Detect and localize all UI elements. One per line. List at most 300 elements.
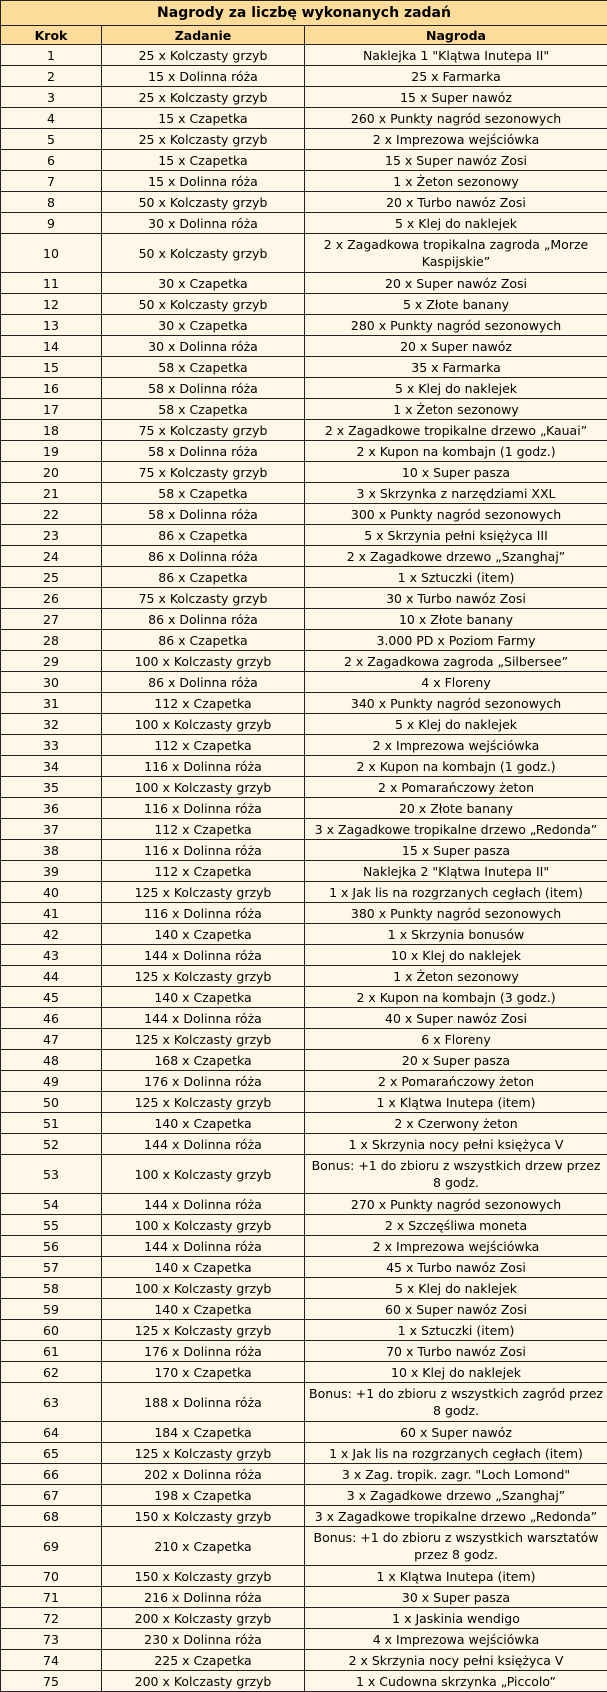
table-row <box>1 192 607 213</box>
table-title: Nagrody za liczbę wykonanych zadań <box>1 1 607 26</box>
task-cell: 200 x Kolczasty grzyb <box>102 1671 305 1692</box>
step-cell: 41 <box>1 903 102 924</box>
reward-cell: 45 x Turbo nawóz Zosi <box>305 1257 607 1278</box>
step-cell: 25 <box>1 567 102 588</box>
step-cell: 51 <box>1 1113 102 1134</box>
table-row <box>1 756 607 777</box>
reward-cell: 15 x Super pasza <box>305 840 607 861</box>
reward-cell: 20 x Super nawóz <box>305 336 607 357</box>
task-cell: 116 x Dolinna róża <box>102 903 305 924</box>
step-cell: 43 <box>1 945 102 966</box>
step-cell: 12 <box>1 294 102 315</box>
task-cell: 216 x Dolinna róża <box>102 1587 305 1608</box>
task-cell: 58 x Czapetka <box>102 357 305 378</box>
task-cell: 125 x Kolczasty grzyb <box>102 882 305 903</box>
reward-cell: 5 x Złote banany <box>305 294 607 315</box>
task-cell: 58 x Dolinna róża <box>102 504 305 525</box>
step-cell: 54 <box>1 1194 102 1215</box>
table-row <box>1 525 607 546</box>
reward-cell: 20 x Super pasza <box>305 1050 607 1071</box>
table-row <box>1 87 607 108</box>
task-cell: 25 x Kolczasty grzyb <box>102 45 305 66</box>
reward-cell: 1 x Sztuczki (item) <box>305 1320 607 1341</box>
table-row <box>1 798 607 819</box>
reward-cell: 2 x Kupon na kombajn (3 godz.) <box>305 987 607 1008</box>
step-cell: 30 <box>1 672 102 693</box>
table-row <box>1 777 607 798</box>
table-row <box>1 357 607 378</box>
header-nagroda: Nagroda <box>305 26 607 45</box>
task-cell: 50 x Kolczasty grzyb <box>102 234 305 273</box>
table-row <box>1 1071 607 1092</box>
table-row <box>1 861 607 882</box>
table-row <box>1 1134 607 1155</box>
table-row <box>1 1029 607 1050</box>
table-row <box>1 1320 607 1341</box>
task-cell: 100 x Kolczasty grzyb <box>102 777 305 798</box>
table-row <box>1 1608 607 1629</box>
reward-cell: 5 x Klej do naklejek <box>305 378 607 399</box>
table-row <box>1 129 607 150</box>
table-row <box>1 462 607 483</box>
task-cell: 112 x Czapetka <box>102 861 305 882</box>
step-cell: 6 <box>1 150 102 171</box>
table-row <box>1 672 607 693</box>
task-cell: 25 x Kolczasty grzyb <box>102 129 305 150</box>
reward-cell: 35 x Farmarka <box>305 357 607 378</box>
step-cell: 21 <box>1 483 102 504</box>
reward-cell: 30 x Turbo nawóz Zosi <box>305 588 607 609</box>
step-cell: 23 <box>1 525 102 546</box>
table-row <box>1 1050 607 1071</box>
step-cell: 29 <box>1 651 102 672</box>
reward-cell: Naklejka 1 "Klątwa Inutepa II" <box>305 45 607 66</box>
task-cell: 140 x Czapetka <box>102 1257 305 1278</box>
step-cell: 58 <box>1 1278 102 1299</box>
task-cell: 125 x Kolczasty grzyb <box>102 1029 305 1050</box>
step-cell: 62 <box>1 1362 102 1383</box>
reward-cell: 1 x Klątwa Inutepa (item) <box>305 1566 607 1587</box>
task-cell: 15 x Czapetka <box>102 150 305 171</box>
step-cell: 32 <box>1 714 102 735</box>
task-cell: 30 x Dolinna róża <box>102 213 305 234</box>
task-cell: 116 x Dolinna róża <box>102 840 305 861</box>
task-cell: 230 x Dolinna róża <box>102 1629 305 1650</box>
step-cell: 55 <box>1 1215 102 1236</box>
table-row <box>1 1485 607 1506</box>
table-body <box>1 45 607 1692</box>
reward-cell: 3 x Zagadkowe tropikalne drzewo „Redonda” <box>305 1506 607 1527</box>
task-cell: 86 x Czapetka <box>102 525 305 546</box>
table-row <box>1 336 607 357</box>
reward-cell: 1 x Żeton sezonowy <box>305 399 607 420</box>
step-cell: 36 <box>1 798 102 819</box>
table-row <box>1 1008 607 1029</box>
step-cell: 60 <box>1 1320 102 1341</box>
reward-cell: 30 x Super pasza <box>305 1587 607 1608</box>
table-row <box>1 234 607 273</box>
reward-cell: 1 x Skrzynia nocy pełni księżyca V <box>305 1134 607 1155</box>
reward-cell: 2 x Szczęśliwa moneta <box>305 1215 607 1236</box>
table-row <box>1 273 607 294</box>
reward-cell: 1 x Żeton sezonowy <box>305 171 607 192</box>
step-cell: 28 <box>1 630 102 651</box>
table-row <box>1 315 607 336</box>
table-row <box>1 1194 607 1215</box>
step-cell: 10 <box>1 234 102 273</box>
step-cell: 13 <box>1 315 102 336</box>
step-cell: 56 <box>1 1236 102 1257</box>
step-cell: 53 <box>1 1155 102 1194</box>
table-row <box>1 966 607 987</box>
step-cell: 24 <box>1 546 102 567</box>
step-cell: 37 <box>1 819 102 840</box>
table-row <box>1 903 607 924</box>
table-row <box>1 546 607 567</box>
reward-cell: 3 x Zagadkowe tropikalne drzewo „Redonda” <box>305 819 607 840</box>
table-row <box>1 1341 607 1362</box>
task-cell: 125 x Kolczasty grzyb <box>102 1443 305 1464</box>
task-cell: 100 x Kolczasty grzyb <box>102 714 305 735</box>
reward-cell: 3 x Skrzynka z narzędziami XXL <box>305 483 607 504</box>
step-cell: 67 <box>1 1485 102 1506</box>
table-row <box>1 1629 607 1650</box>
step-cell: 68 <box>1 1506 102 1527</box>
reward-cell: 15 x Super nawóz <box>305 87 607 108</box>
reward-cell: 280 x Punkty nagród sezonowych <box>305 315 607 336</box>
reward-cell: 2 x Czerwony żeton <box>305 1113 607 1134</box>
table-row <box>1 504 607 525</box>
task-cell: 168 x Czapetka <box>102 1050 305 1071</box>
step-cell: 39 <box>1 861 102 882</box>
step-cell: 69 <box>1 1527 102 1566</box>
task-cell: 140 x Czapetka <box>102 1299 305 1320</box>
step-cell: 14 <box>1 336 102 357</box>
step-cell: 15 <box>1 357 102 378</box>
reward-cell: 1 x Sztuczki (item) <box>305 567 607 588</box>
task-cell: 86 x Czapetka <box>102 567 305 588</box>
step-cell: 47 <box>1 1029 102 1050</box>
step-cell: 42 <box>1 924 102 945</box>
reward-cell: 10 x Super pasza <box>305 462 607 483</box>
step-cell: 26 <box>1 588 102 609</box>
reward-cell: 15 x Super nawóz Zosi <box>305 150 607 171</box>
reward-cell: 340 x Punkty nagród sezonowych <box>305 693 607 714</box>
step-cell: 64 <box>1 1422 102 1443</box>
step-cell: 35 <box>1 777 102 798</box>
task-cell: 210 x Czapetka <box>102 1527 305 1566</box>
step-cell: 18 <box>1 420 102 441</box>
step-cell: 48 <box>1 1050 102 1071</box>
task-cell: 50 x Kolczasty grzyb <box>102 294 305 315</box>
reward-cell: 10 x Klej do naklejek <box>305 1362 607 1383</box>
table-row <box>1 150 607 171</box>
table-row <box>1 1092 607 1113</box>
task-cell: 144 x Dolinna róża <box>102 945 305 966</box>
reward-cell: 20 x Super nawóz Zosi <box>305 273 607 294</box>
step-cell: 63 <box>1 1383 102 1422</box>
task-cell: 176 x Dolinna róża <box>102 1341 305 1362</box>
reward-cell: Bonus: +1 do zbioru z wszystkich zagród przez 8 godz. <box>305 1383 607 1422</box>
table-row <box>1 1527 607 1566</box>
reward-cell: 4 x Imprezowa wejściówka <box>305 1629 607 1650</box>
reward-cell: 2 x Imprezowa wejściówka <box>305 129 607 150</box>
table-row <box>1 1236 607 1257</box>
task-cell: 58 x Dolinna róża <box>102 441 305 462</box>
table-row <box>1 1443 607 1464</box>
table-row <box>1 1422 607 1443</box>
reward-cell: 2 x Zagadkowe drzewo „Szanghaj” <box>305 546 607 567</box>
task-cell: 184 x Czapetka <box>102 1422 305 1443</box>
task-cell: 144 x Dolinna róża <box>102 1236 305 1257</box>
table-row <box>1 1506 607 1527</box>
step-cell: 72 <box>1 1608 102 1629</box>
task-cell: 86 x Czapetka <box>102 630 305 651</box>
reward-cell: 40 x Super nawóz Zosi <box>305 1008 607 1029</box>
task-cell: 112 x Czapetka <box>102 819 305 840</box>
reward-cell: 20 x Złote banany <box>305 798 607 819</box>
task-cell: 86 x Dolinna róża <box>102 609 305 630</box>
reward-cell: 2 x Zagadkowa tropikalna zagroda „Morze Kaspijskie” <box>305 234 607 273</box>
task-cell: 86 x Dolinna róża <box>102 672 305 693</box>
table-row <box>1 213 607 234</box>
table-row <box>1 735 607 756</box>
task-cell: 188 x Dolinna róża <box>102 1383 305 1422</box>
table-row <box>1 1113 607 1134</box>
table-row <box>1 1155 607 1194</box>
step-cell: 33 <box>1 735 102 756</box>
table-row <box>1 987 607 1008</box>
table-row <box>1 609 607 630</box>
reward-cell: Bonus: +1 do zbioru z wszystkich warsztatów przez 8 godz. <box>305 1527 607 1566</box>
step-cell: 9 <box>1 213 102 234</box>
table-row <box>1 588 607 609</box>
reward-cell: 1 x Jaskinia wendigo <box>305 1608 607 1629</box>
table-row <box>1 108 607 129</box>
reward-cell: 2 x Kupon na kombajn (1 godz.) <box>305 756 607 777</box>
table-row <box>1 882 607 903</box>
step-cell: 50 <box>1 1092 102 1113</box>
table-row <box>1 714 607 735</box>
reward-cell: 2 x Imprezowa wejściówka <box>305 1236 607 1257</box>
step-cell: 75 <box>1 1671 102 1692</box>
reward-cell: 5 x Klej do naklejek <box>305 213 607 234</box>
task-cell: 100 x Kolczasty grzyb <box>102 1155 305 1194</box>
reward-cell: 2 x Skrzynia nocy pełni księżyca V <box>305 1650 607 1671</box>
reward-cell: 3 x Zagadkowe drzewo „Szanghaj” <box>305 1485 607 1506</box>
task-cell: 30 x Dolinna róża <box>102 336 305 357</box>
table-row <box>1 1566 607 1587</box>
reward-cell: 1 x Klątwa Inutepa (item) <box>305 1092 607 1113</box>
task-cell: 58 x Czapetka <box>102 399 305 420</box>
task-cell: 140 x Czapetka <box>102 924 305 945</box>
task-cell: 100 x Kolczasty grzyb <box>102 1215 305 1236</box>
table-row <box>1 630 607 651</box>
reward-cell: 2 x Zagadkowa zagroda „Silbersee” <box>305 651 607 672</box>
reward-cell: 270 x Punkty nagród sezonowych <box>305 1194 607 1215</box>
step-cell: 11 <box>1 273 102 294</box>
task-cell: 30 x Czapetka <box>102 273 305 294</box>
task-cell: 100 x Kolczasty grzyb <box>102 1278 305 1299</box>
step-cell: 17 <box>1 399 102 420</box>
table-row <box>1 840 607 861</box>
reward-cell: 10 x Klej do naklejek <box>305 945 607 966</box>
table-row <box>1 1278 607 1299</box>
step-cell: 40 <box>1 882 102 903</box>
table-row <box>1 819 607 840</box>
step-cell: 45 <box>1 987 102 1008</box>
table-row <box>1 399 607 420</box>
step-cell: 27 <box>1 609 102 630</box>
task-cell: 112 x Czapetka <box>102 735 305 756</box>
table-row <box>1 1299 607 1320</box>
reward-cell: 70 x Turbo nawóz Zosi <box>305 1341 607 1362</box>
table-row <box>1 171 607 192</box>
reward-cell: Naklejka 2 "Klątwa Inutepa II" <box>305 861 607 882</box>
step-cell: 2 <box>1 66 102 87</box>
reward-cell: 1 x Żeton sezonowy <box>305 966 607 987</box>
reward-cell: 25 x Farmarka <box>305 66 607 87</box>
step-cell: 8 <box>1 192 102 213</box>
table-row <box>1 294 607 315</box>
step-cell: 22 <box>1 504 102 525</box>
step-cell: 59 <box>1 1299 102 1320</box>
task-cell: 116 x Dolinna róża <box>102 756 305 777</box>
task-cell: 15 x Dolinna róża <box>102 66 305 87</box>
step-cell: 49 <box>1 1071 102 1092</box>
step-cell: 4 <box>1 108 102 129</box>
table-row <box>1 1362 607 1383</box>
table-row <box>1 66 607 87</box>
reward-cell: 5 x Klej do naklejek <box>305 714 607 735</box>
step-cell: 74 <box>1 1650 102 1671</box>
task-cell: 125 x Kolczasty grzyb <box>102 966 305 987</box>
reward-cell: 3.000 PD x Poziom Farmy <box>305 630 607 651</box>
header-krok: Krok <box>1 26 102 45</box>
table-row <box>1 1257 607 1278</box>
task-cell: 15 x Dolinna róża <box>102 171 305 192</box>
reward-cell: 300 x Punkty nagród sezonowych <box>305 504 607 525</box>
reward-cell: 5 x Klej do naklejek <box>305 1278 607 1299</box>
reward-cell: 5 x Skrzynia pełni księżyca III <box>305 525 607 546</box>
task-cell: 58 x Dolinna róża <box>102 378 305 399</box>
reward-cell: 260 x Punkty nagród sezonowych <box>305 108 607 129</box>
table-row <box>1 924 607 945</box>
step-cell: 7 <box>1 171 102 192</box>
table-row <box>1 651 607 672</box>
step-cell: 3 <box>1 87 102 108</box>
table-row <box>1 1464 607 1485</box>
table-row <box>1 1671 607 1692</box>
step-cell: 66 <box>1 1464 102 1485</box>
reward-cell: Bonus: +1 do zbioru z wszystkich drzew przez 8 godz. <box>305 1155 607 1194</box>
task-cell: 176 x Dolinna róża <box>102 1071 305 1092</box>
step-cell: 65 <box>1 1443 102 1464</box>
header-zadanie: Zadanie <box>102 26 305 45</box>
task-cell: 144 x Dolinna róża <box>102 1008 305 1029</box>
step-cell: 1 <box>1 45 102 66</box>
task-cell: 140 x Czapetka <box>102 987 305 1008</box>
task-cell: 30 x Czapetka <box>102 315 305 336</box>
table-row <box>1 693 607 714</box>
table-row <box>1 441 607 462</box>
task-cell: 58 x Czapetka <box>102 483 305 504</box>
step-cell: 16 <box>1 378 102 399</box>
task-cell: 125 x Kolczasty grzyb <box>102 1092 305 1113</box>
task-cell: 25 x Kolczasty grzyb <box>102 87 305 108</box>
task-cell: 225 x Czapetka <box>102 1650 305 1671</box>
task-cell: 150 x Kolczasty grzyb <box>102 1506 305 1527</box>
reward-cell: 6 x Floreny <box>305 1029 607 1050</box>
reward-cell: 20 x Turbo nawóz Zosi <box>305 192 607 213</box>
task-cell: 86 x Dolinna róża <box>102 546 305 567</box>
task-cell: 50 x Kolczasty grzyb <box>102 192 305 213</box>
reward-cell: 1 x Jak lis na rozgrzanych cegłach (item) <box>305 1443 607 1464</box>
task-cell: 200 x Kolczasty grzyb <box>102 1608 305 1629</box>
task-cell: 75 x Kolczasty grzyb <box>102 588 305 609</box>
task-cell: 75 x Kolczasty grzyb <box>102 462 305 483</box>
table-row <box>1 567 607 588</box>
table-row <box>1 1383 607 1422</box>
task-cell: 112 x Czapetka <box>102 693 305 714</box>
step-cell: 5 <box>1 129 102 150</box>
step-cell: 31 <box>1 693 102 714</box>
reward-cell: 10 x Złote banany <box>305 609 607 630</box>
table-row <box>1 420 607 441</box>
task-cell: 144 x Dolinna róża <box>102 1134 305 1155</box>
step-cell: 34 <box>1 756 102 777</box>
reward-cell: 3 x Zag. tropik. zagr. "Loch Lomond" <box>305 1464 607 1485</box>
task-cell: 144 x Dolinna róża <box>102 1194 305 1215</box>
reward-cell: 2 x Pomarańczowy żeton <box>305 1071 607 1092</box>
reward-cell: 4 x Floreny <box>305 672 607 693</box>
task-cell: 116 x Dolinna róża <box>102 798 305 819</box>
reward-cell: 2 x Imprezowa wejściówka <box>305 735 607 756</box>
task-cell: 198 x Czapetka <box>102 1485 305 1506</box>
reward-cell: 60 x Super nawóz <box>305 1422 607 1443</box>
table-row <box>1 45 607 66</box>
step-cell: 44 <box>1 966 102 987</box>
reward-cell: 1 x Skrzynia bonusów <box>305 924 607 945</box>
step-cell: 71 <box>1 1587 102 1608</box>
reward-cell: 380 x Punkty nagród sezonowych <box>305 903 607 924</box>
step-cell: 20 <box>1 462 102 483</box>
step-cell: 73 <box>1 1629 102 1650</box>
table-row <box>1 483 607 504</box>
task-cell: 150 x Kolczasty grzyb <box>102 1566 305 1587</box>
reward-cell: 2 x Kupon na kombajn (1 godz.) <box>305 441 607 462</box>
step-cell: 19 <box>1 441 102 462</box>
reward-cell: 2 x Pomarańczowy żeton <box>305 777 607 798</box>
step-cell: 70 <box>1 1566 102 1587</box>
task-cell: 125 x Kolczasty grzyb <box>102 1320 305 1341</box>
reward-cell: 60 x Super nawóz Zosi <box>305 1299 607 1320</box>
step-cell: 38 <box>1 840 102 861</box>
step-cell: 52 <box>1 1134 102 1155</box>
table-row <box>1 378 607 399</box>
reward-cell: 2 x Zagadkowe tropikalne drzewo „Kauai” <box>305 420 607 441</box>
task-cell: 202 x Dolinna róża <box>102 1464 305 1485</box>
step-cell: 61 <box>1 1341 102 1362</box>
task-cell: 140 x Czapetka <box>102 1113 305 1134</box>
reward-cell: 1 x Cudowna skrzynka „Piccolo” <box>305 1671 607 1692</box>
task-cell: 170 x Czapetka <box>102 1362 305 1383</box>
task-cell: 75 x Kolczasty grzyb <box>102 420 305 441</box>
task-cell: 100 x Kolczasty grzyb <box>102 651 305 672</box>
table-row <box>1 1650 607 1671</box>
table-row <box>1 945 607 966</box>
table-row <box>1 1215 607 1236</box>
